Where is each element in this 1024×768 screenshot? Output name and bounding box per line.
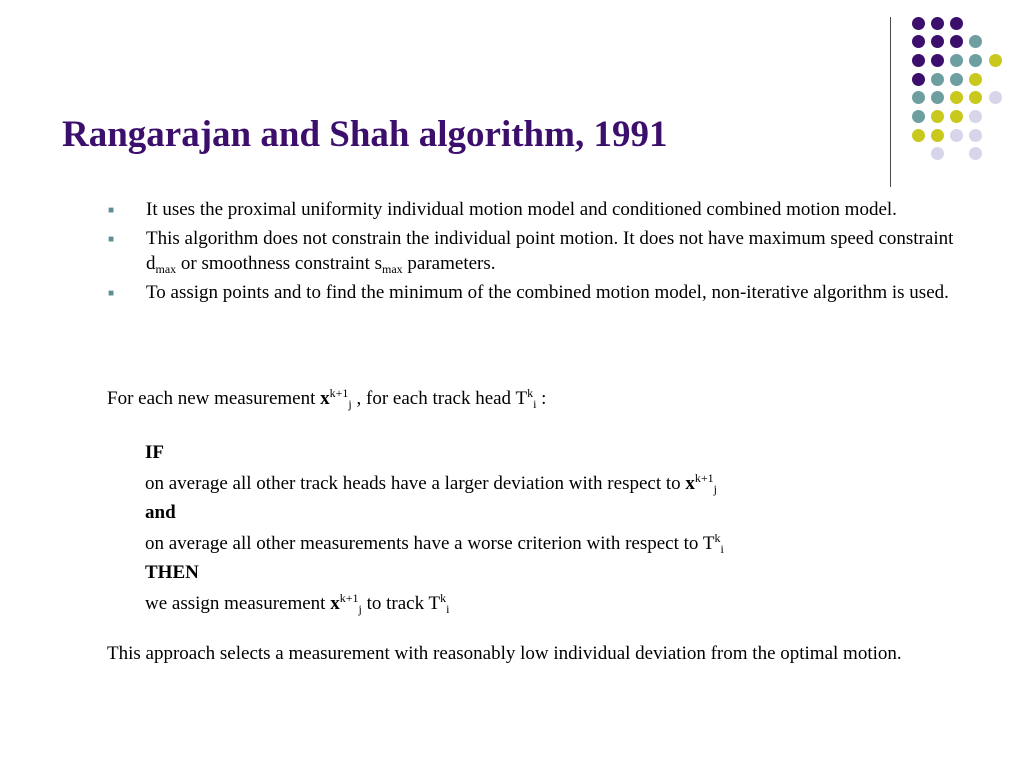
measurement-symbol: x [320,388,330,409]
then-keyword: THEN [145,562,199,583]
subscript: j [348,397,352,411]
text-part: on average all other measurements have a worse criterion with respect to T [145,533,715,554]
decorative-dot [931,129,944,142]
bullet-list [108,197,978,309]
bullet-item [108,197,978,222]
measurement-symbol: x [685,473,695,494]
bullet-text-part: This algorithm does not constrain the individual point motion. It does not have maximum speed constraint d [146,228,954,274]
superscript: k+1 [694,471,714,485]
superscript: k [527,386,534,400]
square-bullet-icon: ■ [108,288,115,299]
subscript: i [533,397,537,411]
for-each-line [107,386,546,411]
decorative-dot [912,73,925,86]
subscript: j [713,482,718,496]
superscript: k [440,591,447,605]
text-part: on average all other track heads have a larger deviation with respect to [145,473,686,494]
decorative-dot [969,129,982,142]
and-keyword: and [145,502,176,523]
if-keyword: IF [145,442,164,463]
decorative-dot [969,110,982,123]
decorative-dot [989,91,1002,104]
measurement-symbol: x [330,593,340,614]
text-part: : [536,388,547,409]
bullet-text: To assign points and to find the minimum of the combined motion model, non-iterative algorithm is used. [146,282,949,303]
decorative-dot [931,110,944,123]
decorative-dot [950,17,963,30]
decorative-dot [950,110,963,123]
text-part: to track T [361,593,441,614]
subscript: i [446,602,450,616]
decorative-dot [950,73,963,86]
decorative-dot [969,91,982,104]
decorative-dot [950,129,963,142]
decorative-dot [931,91,944,104]
decorative-dot [969,73,982,86]
decorative-dot [931,17,944,30]
bullet-text: It uses the proximal uniformity individual motion model and conditioned combined motion model. [146,199,897,220]
decorative-dot [912,129,925,142]
decorative-dot [931,147,944,160]
subscript: max [382,262,403,276]
action-line [145,591,449,616]
bullet-text-part: parameters. [402,253,496,274]
decorative-dot [969,54,982,67]
decorative-dot [931,54,944,67]
condition-2-line [145,531,724,556]
square-bullet-icon: ■ [108,205,115,216]
superscript: k [714,531,721,545]
superscript: k+1 [339,591,359,605]
subscript: max [155,262,177,276]
conclusion-paragraph: This approach selects a measurement with reasonably low individual deviation from the optimal motion. [107,643,902,664]
text-part: , for each track head T [351,388,528,409]
decorative-dot [950,35,963,48]
bullet-item [108,226,978,276]
decorative-dot [912,110,925,123]
decorative-dot [950,91,963,104]
decorative-dot [912,91,925,104]
decorative-dot [931,35,944,48]
decorative-dot [912,17,925,30]
bullet-text-part: or smoothness constraint s [176,253,382,274]
subscript: i [720,542,724,556]
decorative-dot [969,147,982,160]
decorative-dot [912,54,925,67]
decorative-dot [912,35,925,48]
condition-1-line [145,471,717,496]
superscript: k+1 [329,386,349,400]
decorative-dot [989,54,1002,67]
decorative-dot [969,35,982,48]
text-part: For each new measurement [107,388,321,409]
bullet-item [108,280,978,305]
slide-title: Rangarajan and Shah algorithm, 1991 [62,114,668,155]
decorative-dot [950,54,963,67]
text-part: we assign measurement [145,593,331,614]
decorative-dot [931,73,944,86]
square-bullet-icon: ■ [108,234,115,245]
subscript: j [358,602,362,616]
